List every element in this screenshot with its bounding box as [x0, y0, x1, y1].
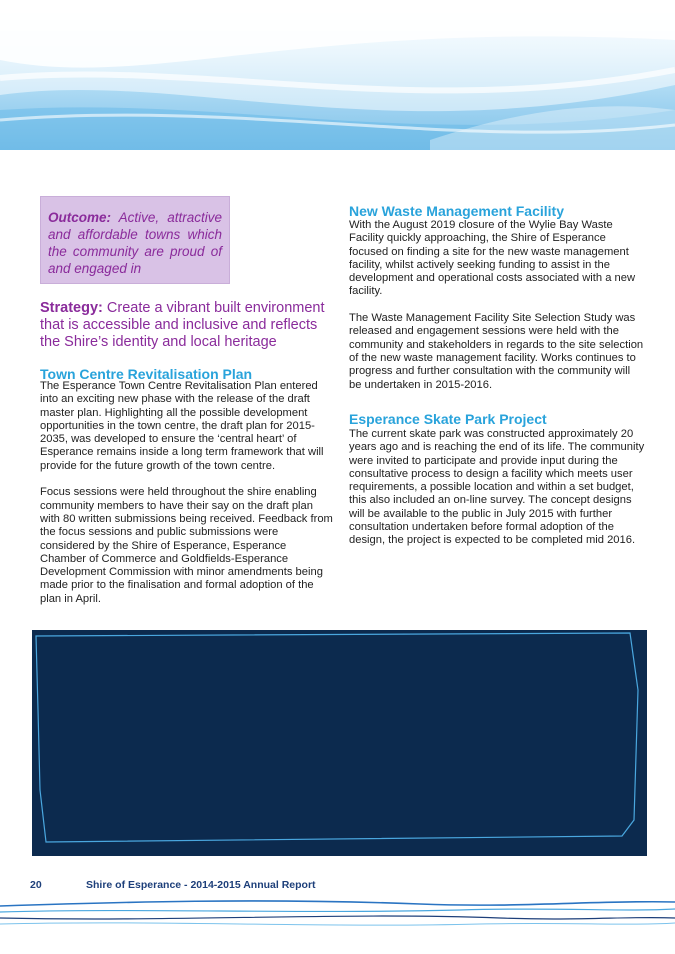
- skate-park-heading: Esperance Skate Park Project: [349, 411, 547, 427]
- panel-frame-outline: [32, 630, 647, 856]
- skate-park-body: [349, 428, 645, 548]
- town-centre-paragraph: Focus sessions were held throughout the shire enabling community members to have their say on the draft plan with 80 written submissions being received. Feedback from the focus sessions and public submissions were considered by the Shire of Esperance, Esperance Chamber of Commerce and Goldfields-Esperance Development Commission with minor amendments being made prior to the finalisation and formal adoption of the plan in April.: [40, 486, 333, 605]
- footer-title: Shire of Esperance - 2014-2015 Annual Report: [86, 879, 316, 891]
- waste-facility-heading: New Waste Management Facility: [349, 203, 564, 219]
- town-centre-body: [40, 380, 334, 606]
- photo-panel: [32, 630, 647, 856]
- outcome-label: Outcome:: [48, 210, 112, 225]
- header-banner: [0, 0, 675, 150]
- outcome-text: Active, attractive and affordable towns which the community are proud of and engaged in: [48, 210, 222, 276]
- town-centre-heading: Town Centre Revitalisation Plan: [40, 366, 253, 382]
- waste-facility-body: [349, 219, 645, 392]
- header-wave-graphic: [0, 0, 675, 150]
- footer-wave-graphic: [0, 892, 675, 932]
- strategy-label: Strategy:: [40, 300, 103, 316]
- skate-park-paragraph: The current skate park was constructed approximately 20 years ago and is reaching the end of its life. The community were invited to participate and provide input during the consultative process to design a facility which meets user requirements, a possible location and within a set budget, this also included an on-line survey. The concept designs will be available to the public in July 2015 with further consultation undertaken before formal adoption of the design, the project is expected to be completed mid 2016.: [349, 428, 645, 547]
- waste-facility-paragraph: With the August 2019 closure of the Wylie Bay Waste Facility quickly approaching, the Shire of Esperance focused on finding a site for the new waste management facility, whilst actively seeking funding to assist in the development and operational costs associated with a new facility.: [349, 219, 636, 298]
- outcome-box: [40, 196, 230, 284]
- strategy-text: Create a vibrant built environment that is accessible and inclusive and reflects the Shire’s identity and local heritage: [40, 300, 325, 350]
- town-centre-paragraph: The Esperance Town Centre Revitalisation Plan entered into an exciting new phase with the release of the draft master plan. Highlighting all the possible development opportunities in the town centre, the draft plan for 2015-2035, was developed to ensure the ‘central heart’ of Esperance remains inside a long term framework that will provide for the future growth of the town centre.: [40, 380, 324, 472]
- waste-facility-paragraph: The Waste Management Facility Site Selection Study was released and engagement sessions were held with the community and stakeholders in regards to the site selection of the new waste management facility. Works continues to progress and further consultation with the community will be undertaken in 2015-2016.: [349, 312, 644, 391]
- strategy-statement: [40, 300, 338, 351]
- page-number: 20: [30, 879, 42, 891]
